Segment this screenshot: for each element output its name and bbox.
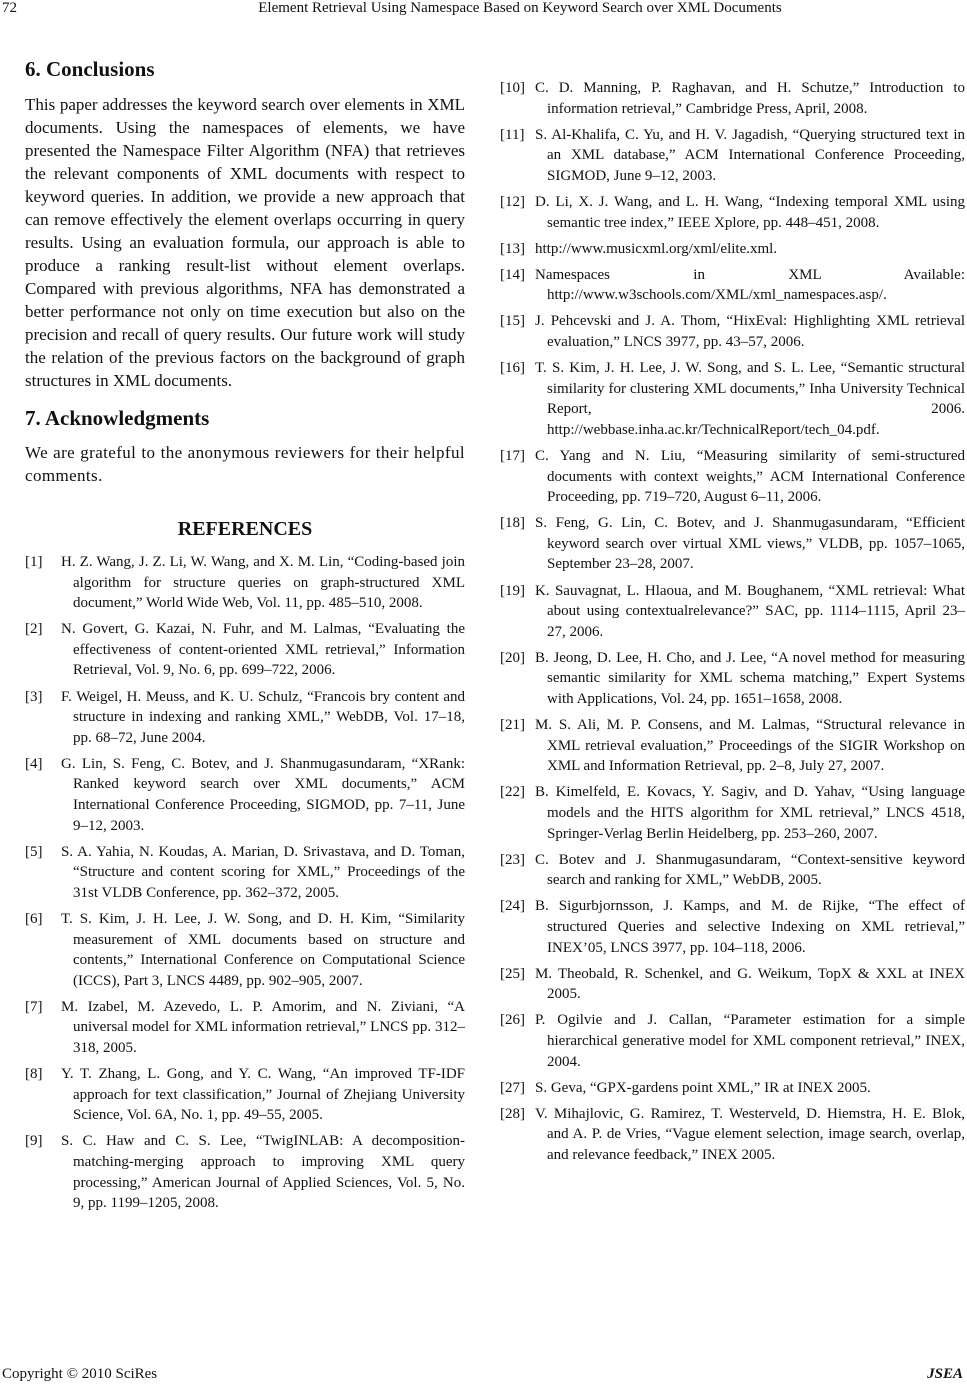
reference-text: C. Yang and N. Liu, “Measuring similarity of semi-structured documents with context weights,” ACM International Conference Proceeding, pp. 719–720, August 6–11, 2006. <box>535 448 965 506</box>
reference-item <box>25 1131 465 1213</box>
page-number: 72 <box>2 0 17 16</box>
reference-item <box>25 1064 465 1126</box>
reference-text: Namespaces in XML Available: http://www.w3schools.com/XML/xml_namespaces.asp/. <box>535 266 965 304</box>
reference-text: N. Govert, G. Kazai, N. Fuhr, and M. Lalmas, “Evaluating the effectiveness of content-oriented XML retrieval,” Information Retrieval, Vol. 9, No. 6, pp. 699–722, 2006. <box>61 621 465 679</box>
reference-text: T. S. Kim, J. H. Lee, J. W. Song, and S. L. Lee, “Semantic structural similarity for clustering XML documents,” Inha University Technical Report, 2006. http://webbase.inha.ac.kr/TechnicalReport/tech_04.pdf. <box>535 360 965 438</box>
reference-number: [3] <box>25 688 43 705</box>
left-column <box>25 56 465 1219</box>
reference-text: K. Sauvagnat, L. Hlaoua, and M. Boughanem, “XML retrieval: What about using contextualrelevance?” SAC, pp. 1114–1115, April 23–27, 2006. <box>535 582 965 640</box>
reference-text: M. Theobald, R. Schenkel, and G. Weikum, TopX & XXL at INEX 2005. <box>535 965 965 1003</box>
reference-text: S. Feng, G. Lin, C. Botev, and J. Shanmugasundaram, “Efficient keyword search over virtual XML views,” VLDB, pp. 1057–1065, September 23–28, 2007. <box>535 515 965 573</box>
reference-text: Y. T. Zhang, L. Gong, and Y. C. Wang, “An improved TF-IDF approach for text classification,” Journal of Zhejiang University Science, Vol. 6A, No. 1, pp. 49–55, 2005. <box>61 1066 465 1124</box>
reference-text: B. Sigurbjornsson, J. Kamps, and M. de Rijke, “The effect of structured Queries and selective Indexing on XML retrieval,” INEX’05, LNCS 3977, pp. 104–118, 2006. <box>535 898 965 956</box>
reference-text: S. A. Yahia, N. Koudas, A. Marian, D. Srivastava, and D. Toman, “Structure and content scoring for XML,” Proceedings of the 31st VLDB Conference, pp. 362–372, 2005. <box>61 843 465 901</box>
reference-item <box>25 997 465 1059</box>
conclusions-text: This paper addresses the keyword search over elements in XML documents. Using the namespaces of elements, we have presented the Namespace Filter Algorithm (NFA) that retrieves the relevant components of XML documents with respect to keyword queries. In addition, we provide a new approach that can remove effectively the element overlaps occurring in query results. Using an evaluation formula, our approach is able to produce a ranking result-list without element overlaps. Compared with previous algorithms, NFA has demonstrated a better performance not only on time execution but also on the precision and recall of query results. Our future work will study the relation of the previous factors on the background of graph structures in XML documents. <box>25 95 465 390</box>
reference-item <box>500 239 965 260</box>
reference-item <box>500 1010 965 1072</box>
reference-number: [17] <box>500 448 525 464</box>
reference-item <box>500 446 965 508</box>
reference-text: S. Al-Khalifa, C. Yu, and H. V. Jagadish, “Querying structured text in an XML database,” ACM International Conference Proceeding, SIGMOD, June 9–12, 2003. <box>535 126 965 184</box>
reference-item <box>500 513 965 575</box>
footer-copyright: Copyright © 2010 SciRes <box>2 1366 158 1382</box>
reference-text: M. Izabel, M. Azevedo, L. P. Amorim, and N. Ziviani, “A universal model for XML information retrieval,” LNCS pp. 312–318, 2005. <box>61 998 465 1057</box>
right-column <box>500 78 965 1171</box>
reference-number: [28] <box>500 1105 525 1122</box>
reference-number: [20] <box>500 649 525 666</box>
reference-item <box>500 581 965 643</box>
reference-number: [24] <box>500 898 525 915</box>
reference-item <box>25 754 465 836</box>
running-header-title: Element Retrieval Using Namespace Based on Keyword Search over XML Documents <box>258 0 782 16</box>
reference-number: [12] <box>500 193 525 210</box>
reference-item <box>500 896 965 958</box>
reference-number: [1] <box>25 554 43 570</box>
reference-text: J. Pehcevski and J. A. Thom, “HixEval: Highlighting XML retrieval evaluation,” LNCS 3977, pp. 43–57, 2006. <box>535 313 965 351</box>
reference-text: C. Botev and J. Shanmugasundaram, “Context-sensitive keyword search and ranking for XML,” WebDB, 2005. <box>535 851 965 889</box>
reference-item <box>500 1078 965 1099</box>
reference-item <box>500 850 965 891</box>
reference-item <box>25 842 465 904</box>
reference-item <box>500 1104 965 1166</box>
reference-number: [5] <box>25 843 43 860</box>
reference-item <box>25 687 465 749</box>
reference-item <box>500 125 965 187</box>
reference-text: http://www.musicxml.org/xml/elite.xml. <box>535 240 778 257</box>
reference-text: G. Lin, S. Feng, C. Botev, and J. Shanmugasundaram, “XRank: Ranked keyword search over XML documents,” ACM International Conference Proceeding, SIGMOD, pp. 7–11, June 9–12, 2003. <box>61 755 465 834</box>
reference-number: [18] <box>500 515 525 532</box>
reference-number: [2] <box>25 621 43 638</box>
reference-item <box>500 265 965 306</box>
acknowledgments-text: We are grateful to the anonymous reviewers for their helpful comments. <box>25 443 465 485</box>
reference-item <box>25 619 465 681</box>
reference-number: [27] <box>500 1079 525 1096</box>
footer-journal: JSEA <box>927 1366 963 1382</box>
reference-text: P. Ogilvie and J. Callan, “Parameter estimation for a simple hierarchical generative model for XML component retrieval,” INEX, 2004. <box>535 1012 965 1070</box>
reference-item <box>500 311 965 352</box>
reference-text: F. Weigel, H. Meuss, and K. U. Schulz, “Francois bry content and structure in indexing and ranking XML,” WebDB, Vol. 17–18, pp. 68–72, June 2004. <box>61 688 465 746</box>
reference-number: [10] <box>500 80 525 96</box>
reference-item <box>500 964 965 1005</box>
reference-number: [19] <box>500 582 525 599</box>
reference-number: [9] <box>25 1133 43 1150</box>
reference-number: [25] <box>500 965 525 982</box>
reference-number: [7] <box>25 998 43 1015</box>
reference-number: [22] <box>500 784 525 801</box>
reference-text: H. Z. Wang, J. Z. Li, W. Wang, and X. M. Lin, “Coding-based join algorithm for structure queries on graph-structured XML document,” World Wide Web, Vol. 11, pp. 485–510, 2008. <box>61 554 465 612</box>
reference-text: S. C. Haw and C. S. Lee, “TwigINLAB: A decomposition-matching-merging approach to improving XML query processing,” American Journal of Applied Sciences, Vol. 5, No. 9, pp. 1199–1205, 2008. <box>61 1133 465 1212</box>
reference-text: D. Li, X. J. Wang, and L. H. Wang, “Indexing temporal XML using semantic tree index,” IEEE Xplore, pp. 448–451, 2008. <box>535 193 965 231</box>
reference-number: [26] <box>500 1012 525 1029</box>
reference-number: [23] <box>500 851 525 868</box>
references-heading: REFERENCES <box>177 518 313 540</box>
reference-number: [6] <box>25 911 43 927</box>
reference-number: [21] <box>500 717 525 734</box>
reference-item <box>500 192 965 233</box>
reference-number: [11] <box>500 126 525 143</box>
reference-text: M. S. Ali, M. P. Consens, and M. Lalmas, “Structural relevance in XML retrieval evaluation,” Proceedings of the SIGIR Workshop on XML and Information Retrieval, pp. 2–8, July 27, 2007. <box>535 717 965 775</box>
reference-text: B. Jeong, D. Lee, H. Cho, and J. Lee, “A novel method for measuring semantic similarity for XML schema matching,” Expert Systems with Applications, Vol. 24, pp. 1651–1658, 2008. <box>535 649 965 708</box>
reference-number: [4] <box>25 755 43 772</box>
reference-item <box>500 715 965 777</box>
reference-item <box>500 648 965 710</box>
reference-item <box>500 782 965 844</box>
references-list-left <box>25 552 465 1214</box>
reference-number: [8] <box>25 1066 43 1083</box>
reference-number: [13] <box>500 240 525 257</box>
reference-text: C. D. Manning, P. Raghavan, and H. Schutze,” Introduction to information retrieval,” Cambridge Press, April, 2008. <box>535 80 965 117</box>
reference-text: V. Mihajlovic, G. Ramirez, T. Westerveld, D. Hiemstra, H. E. Blok, and A. P. de Vries, “Vague element selection, image search, overlap, and relevance feedback,” INEX 2005. <box>535 1105 965 1163</box>
conclusions-heading: 6. Conclusions <box>25 57 155 81</box>
reference-item <box>500 358 965 440</box>
reference-number: [15] <box>500 313 525 330</box>
reference-number: [16] <box>500 360 525 377</box>
reference-text: B. Kimelfeld, E. Kovacs, Y. Sagiv, and D. Yahav, “Using language models and the HITS algorithm for XML retrieval,” LNCS 4518, Springer-Verlag Berlin Heidelberg, pp. 253–260, 2007. <box>535 784 965 842</box>
acknowledgments-heading: 7. Acknowledgments <box>25 406 210 430</box>
reference-number: [14] <box>500 266 525 283</box>
reference-item <box>25 909 465 991</box>
reference-text: T. S. Kim, J. H. Lee, J. W. Song, and D. H. Kim, “Similarity measurement of XML documents based on structure and contents,” International Conference on Computational Science (ICCS), Part 3, LNCS 4489, pp. 902–905, 2007. <box>61 911 465 989</box>
reference-text: S. Geva, “GPX-gardens point XML,” IR at INEX 2005. <box>535 1079 871 1096</box>
reference-item <box>25 552 465 614</box>
references-list-right <box>500 78 965 1166</box>
reference-item <box>500 78 965 119</box>
